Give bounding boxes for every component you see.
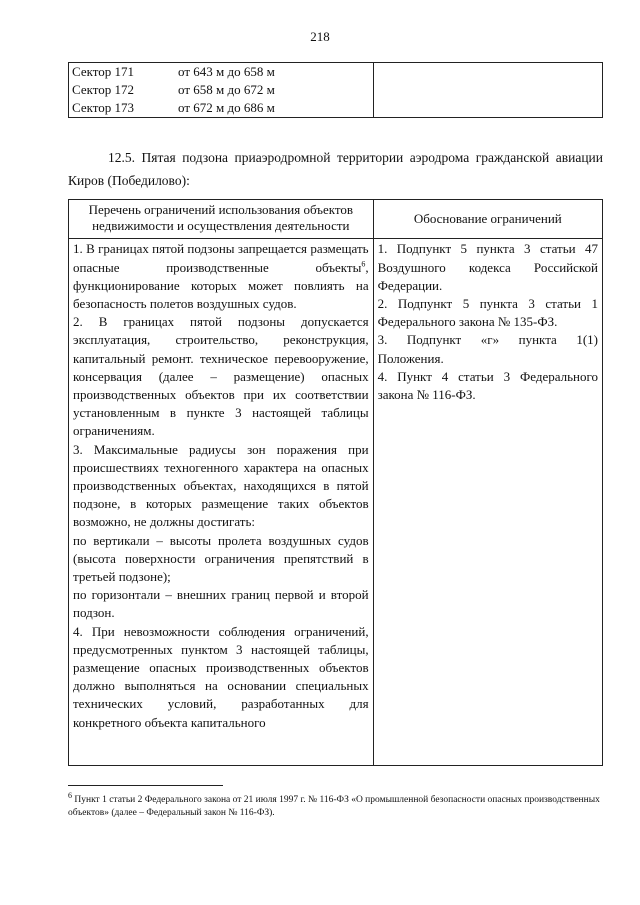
justification-item: 1. Подпункт 5 пункта 3 статьи 47 Воздушного кодекса Российской Федерации. (377, 241, 598, 293)
restrictions-cell (69, 239, 374, 766)
justification-item: 3. Подпункт «г» пункта 1(1) Положения. (377, 332, 598, 366)
sector-range: от 658 м до 672 м (178, 82, 275, 97)
sector-table (68, 62, 603, 118)
sector-list-cell (69, 63, 374, 118)
footnote-divider (68, 785, 223, 786)
page-number: 218 (310, 29, 330, 44)
sector-name: Сектор 173 (72, 100, 135, 115)
footnote (68, 790, 603, 820)
restriction-item: 3. Максимальные радиусы зон поражения при происшествиях техногенного характера на опасных производственных объектах, находящихся в пятой подзоне, в которых размещение таких объектов возможно, не должны достигать: (73, 441, 369, 530)
restriction-item: 4. При невозможности соблюдения ограничений, предусмотренных пунктом 3 настоящей таблицы, размещение опасных производственных объектов должно выполняться на основании специальных технических условий, разработанных для конкретного объекта капитального (73, 623, 369, 730)
sector-row (72, 99, 370, 117)
restriction-item: 2. В границах пятой подзоны допускается эксплуатация, строительство, реконструкция, капитальный ремонт. техническое перевооружение, консервация (далее – размещение) опасных производственных объектов при их соответствии установленным в пункте 3 настоящей таблицы ограничениям. (73, 314, 369, 439)
header-justification: Обоснование ограничений (373, 200, 602, 239)
footnote-text: Пункт 1 статьи 2 Федерального закона от 21 июля 1997 г. № 116-ФЗ «О промышленной безопасности опасных производственных объектов» (далее – Федеральный закон № 116-ФЗ). (68, 795, 600, 818)
justification-cell (373, 239, 602, 766)
footnote-mark: 6 (68, 790, 72, 800)
restriction-item: 1. В границах пятой подзоны запрещается размещать опасные производственные объекты$^6$, функционирование которых может повлиять на безопасность полетов воздушных судов. (73, 241, 369, 311)
sector-range: от 643 м до 658 м (178, 64, 275, 79)
justification-item: 2. Подпункт 5 пункта 3 статьи 1 Федерального закона № 135-ФЗ. (377, 296, 598, 330)
header-restrictions: Перечень ограничений использования объектов недвижимости и осуществления деятельности (69, 200, 374, 239)
restrictions-table (68, 199, 603, 766)
restriction-item: по вертикали – высоты пролета воздушных судов (высота поверхности ограничения препятствий в третьей подзоне); (73, 532, 369, 585)
sector-name: Сектор 172 (72, 82, 135, 97)
section-paragraph: 12.5. Пятая подзона приаэродромной территории аэродрома гражданской авиации Киров (Победилово): (68, 150, 603, 188)
justification-item: 4. Пункт 4 статьи 3 Федерального закона № 116-ФЗ. (377, 368, 598, 403)
restriction-item: по горизонтали – внешних границ первой и второй подзон. (73, 587, 369, 621)
footnote-ref: 6 (361, 259, 366, 269)
sector-range: от 672 м до 686 м (178, 100, 275, 115)
sector-row (72, 63, 370, 81)
sector-empty-cell (374, 63, 603, 118)
sector-name: Сектор 171 (72, 64, 135, 79)
sector-row (72, 81, 370, 99)
